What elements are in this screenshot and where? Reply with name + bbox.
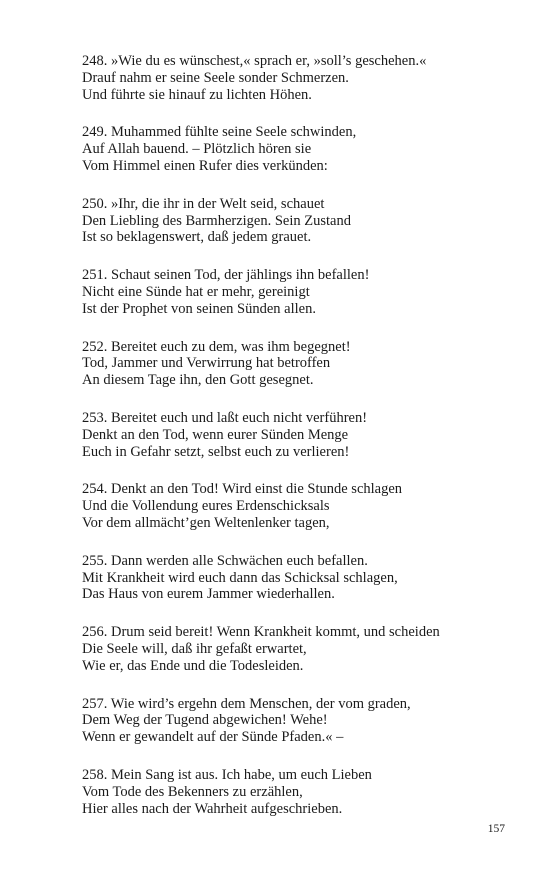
verse-line: Euch in Gefahr setzt, selbst euch zu verlieren! [82, 443, 350, 460]
verse-line: Die Seele will, daß ihr gefaßt erwartet, [82, 640, 307, 657]
verse-line: 249. Muhammed fühlte seine Seele schwinden, [82, 124, 357, 141]
verse-line: 250. »Ihr, die ihr in der Welt seid, schauet [82, 195, 325, 212]
stanza [82, 339, 522, 389]
verse-line: Vor dem allmächt’gen Weltenlenker tagen, [82, 514, 330, 531]
stanza [82, 196, 522, 246]
stanza [82, 767, 522, 817]
verse-line: Ist so beklagenswert, daß jedem grauet. [82, 229, 312, 246]
verse-line: 252. Bereitet euch zu dem, was ihm begegnet! [82, 338, 351, 355]
verse-line: Vom Himmel einen Rufer dies verkünden: [82, 157, 328, 174]
verse-line: 258. Mein Sang ist aus. Ich habe, um euch Lieben [82, 766, 372, 783]
verse-line: Vom Tode des Bekenners zu erzählen, [82, 783, 303, 800]
poem-text [82, 53, 522, 838]
verse-line: An diesem Tage ihn, den Gott gesegnet. [82, 372, 314, 389]
verse-line: 251. Schaut seinen Tod, der jählings ihn befallen! [82, 267, 370, 284]
verse-line: Wenn er gewandelt auf der Sünde Pfaden.« – [82, 729, 344, 746]
verse-line: Drauf nahm er seine Seele sonder Schmerzen. [82, 69, 349, 86]
stanza [82, 696, 522, 746]
verse-line: Tod, Jammer und Verwirrung hat betroffen [82, 355, 331, 372]
verse-line: 255. Dann werden alle Schwächen euch befallen. [82, 552, 368, 569]
verse-line: Hier alles nach der Wahrheit aufgeschrieben. [82, 800, 343, 817]
verse-line: Denkt an den Tod, wenn eurer Sünden Menge [82, 426, 349, 443]
verse-line: 254. Denkt an den Tod! Wird einst die Stunde schlagen [82, 481, 403, 498]
stanza [82, 553, 522, 603]
stanza [82, 481, 522, 531]
verse-line: 256. Drum seid bereit! Wenn Krankheit kommt, und scheiden [82, 624, 440, 641]
verse-line: Nicht eine Sünde hat er mehr, gereinigt [82, 283, 310, 300]
verse-line: 253. Bereitet euch und laßt euch nicht verführen! [82, 409, 368, 426]
verse-line: 248. »Wie du es wünschest,« sprach er, »soll’s geschehen.« [82, 53, 427, 69]
verse-line: Dem Weg der Tugend abgewichen! Wehe! [82, 712, 328, 729]
verse-line: Den Liebling des Barmherzigen. Sein Zustand [82, 212, 351, 229]
stanza [82, 124, 522, 174]
verse-line: Ist der Prophet von seinen Sünden allen. [82, 300, 316, 317]
verse-line: Das Haus von eurem Jammer wiederhallen. [82, 586, 335, 603]
verse-line: 257. Wie wird’s ergehn dem Menschen, der vom graden, [82, 695, 411, 712]
stanza [82, 53, 522, 103]
verse-line: Und die Vollendung eures Erdenschicksals [82, 498, 330, 515]
stanza [82, 410, 522, 460]
verse-line: Auf Allah bauend. – Plötzlich hören sie [82, 141, 312, 158]
page-number: 157 [487, 823, 505, 835]
verse-line: Wie er, das Ende und die Todesleiden. [82, 657, 304, 674]
verse-line: Und führte sie hinauf zu lichten Höhen. [82, 86, 312, 103]
verse-line: Mit Krankheit wird euch dann das Schicksal schlagen, [82, 569, 398, 586]
stanza [82, 267, 522, 317]
stanza [82, 624, 522, 674]
